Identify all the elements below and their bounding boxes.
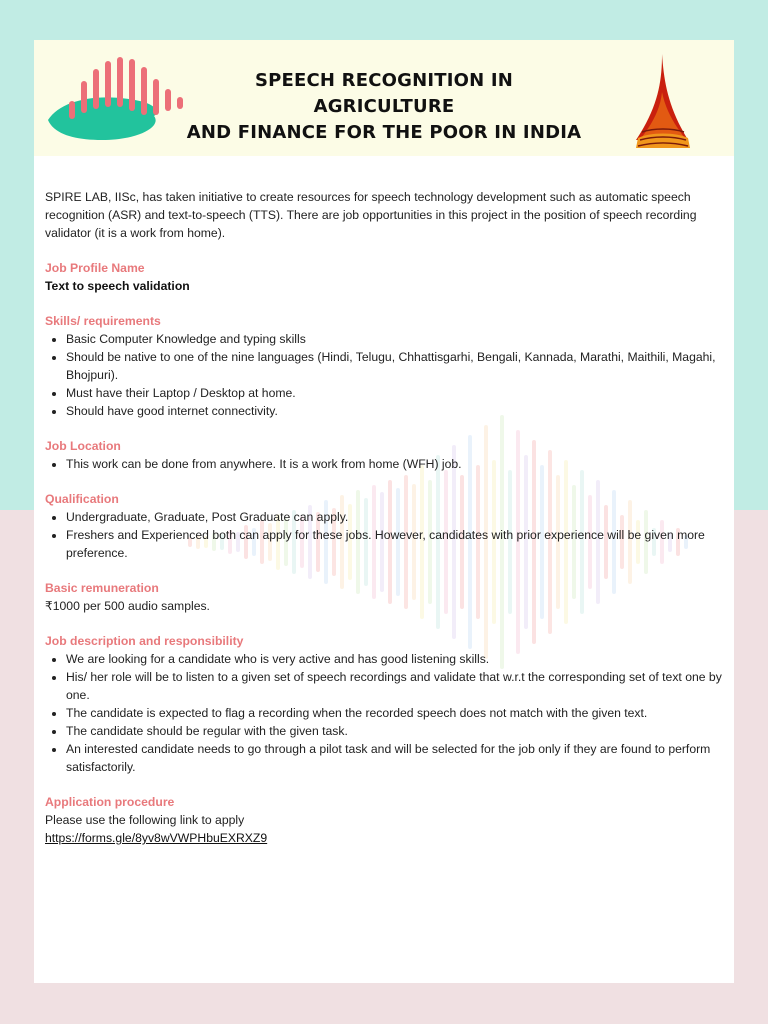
list-item: • An interested candidate needs to go through a pilot task and will be selected for the job only if they are found to perform satisfactorily. xyxy=(66,740,725,776)
section-heading: Application procedure xyxy=(45,795,175,809)
list-item: • The candidate is expected to flag a recording when the recorded speech does not match with the given text. xyxy=(66,704,725,722)
list-item: • His/ her role will be to listen to a given set of speech recordings and validate that w.r.t the corresponding set of text one by one. xyxy=(66,668,725,704)
skills-section xyxy=(45,312,725,420)
section-heading: Basic remuneration xyxy=(45,581,159,595)
skills-list xyxy=(45,330,725,420)
qualification-list xyxy=(45,508,725,562)
page-title xyxy=(184,68,584,146)
spire-lab-logo-icon xyxy=(44,54,184,140)
section-heading: Skills/ requirements xyxy=(45,314,161,328)
list-item: • The candidate should be regular with the given task. xyxy=(66,722,725,740)
title-line-1: SPEECH RECOGNITION IN AGRICULTURE xyxy=(254,70,514,117)
section-heading: Job description and responsibility xyxy=(45,634,244,648)
list-item: • Must have their Laptop / Desktop at home. xyxy=(66,384,725,402)
intro-paragraph: SPIRE LAB, IISc, has taken initiative to create resources for speech technology development such as automatic speech recognition (ASR) and text-to-speech (TTS). There are job opportunities in this project in the position of speech recording validator (it is a work from home). xyxy=(45,190,697,240)
application-link[interactable]: https://forms.gle/8yv8wVWPHbuEXRXZ9 xyxy=(45,831,268,845)
remuneration-value: ₹1000 per 500 audio samples. xyxy=(45,599,210,613)
list-item: • Should have good internet connectivity. xyxy=(66,402,725,420)
description-list xyxy=(45,650,725,776)
list-item: • This work can be done from anywhere. It is a work from home (WFH) job. xyxy=(66,455,725,473)
title-line-2: AND FINANCE FOR THE POOR IN INDIA xyxy=(186,122,582,143)
main-content xyxy=(45,188,725,864)
list-item: • Freshers and Experienced both can apply for these jobs. However, candidates with prior experience will be given more preference. xyxy=(66,526,725,562)
poster-page xyxy=(34,40,734,983)
list-item: • Undergraduate, Graduate, Post Graduate can apply. xyxy=(66,508,725,526)
job-profile-section xyxy=(45,259,725,295)
job-profile-value: Text to speech validation xyxy=(45,279,190,293)
qualification-section xyxy=(45,490,725,562)
header-banner xyxy=(34,40,734,156)
iisc-tower-logo-icon xyxy=(632,52,694,152)
section-heading: Job Profile Name xyxy=(45,261,145,275)
list-item: • Basic Computer Knowledge and typing skills xyxy=(66,330,725,348)
location-section xyxy=(45,437,725,473)
application-text: Please use the following link to apply xyxy=(45,813,245,827)
section-heading: Job Location xyxy=(45,439,121,453)
list-item: • Should be native to one of the nine languages (Hindi, Telugu, Chhattisgarhi, Bengali, Kannada, Marathi, Maithili, Magahi, Bhojpuri). xyxy=(66,348,725,384)
description-section xyxy=(45,632,725,776)
list-item: • We are looking for a candidate who is very active and has good listening skills. xyxy=(66,650,725,668)
application-section xyxy=(45,793,725,847)
remuneration-section xyxy=(45,579,725,615)
section-heading: Qualification xyxy=(45,492,119,506)
location-list xyxy=(45,455,725,473)
